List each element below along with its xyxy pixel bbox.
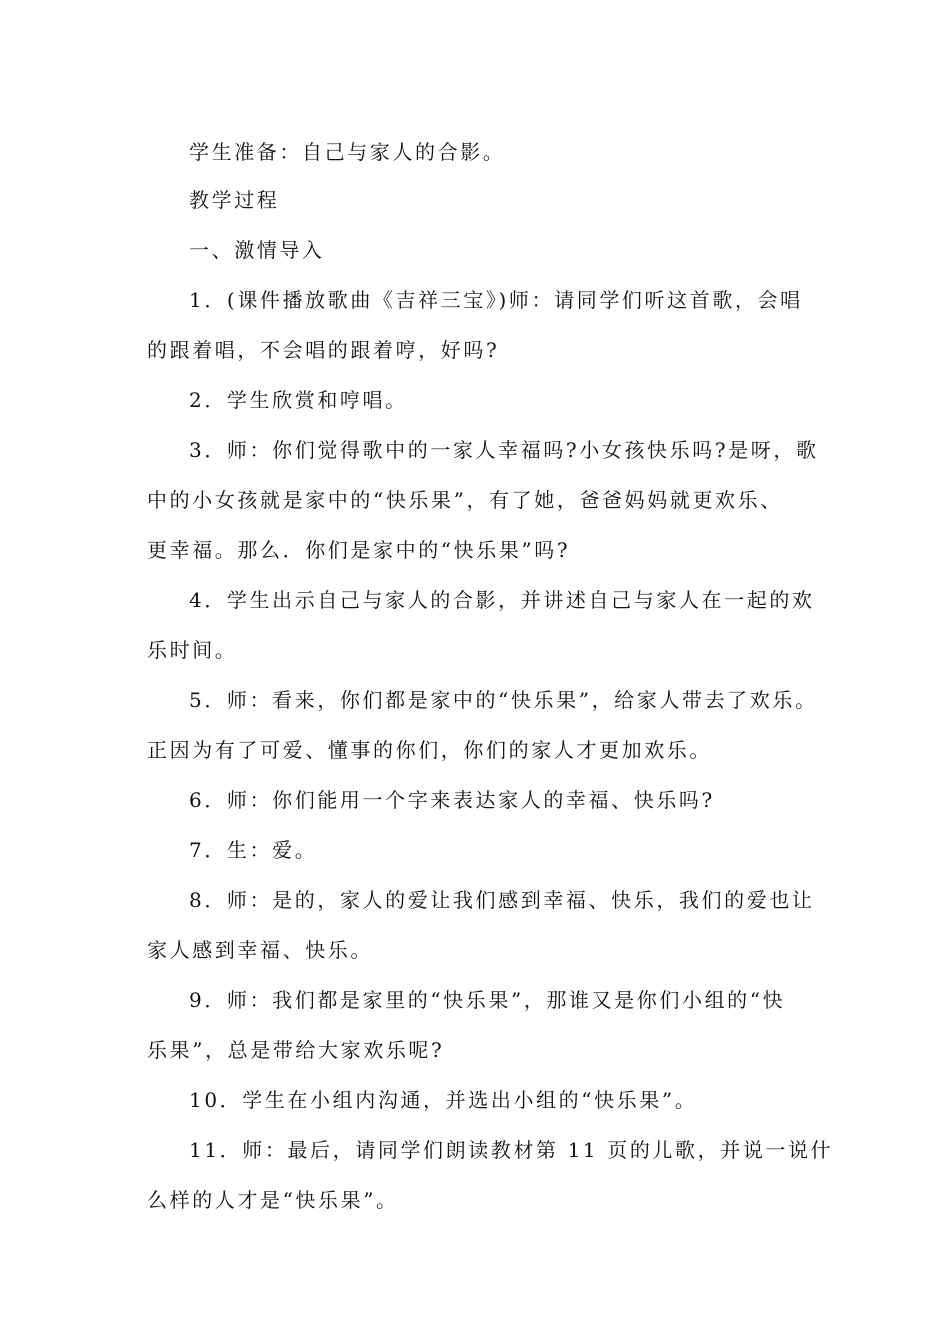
paragraph-line: 6．师：你们能用一个字来表达家人的幸福、快乐吗? xyxy=(189,788,715,812)
paragraph-line: 乐时间。 xyxy=(147,638,238,662)
paragraph-line: 正因为有了可爱、懂事的你们，你们的家人才更加欢乐。 xyxy=(147,738,712,762)
paragraph-line: 1．(课件播放歌曲《吉祥三宝》)师：请同学们听这首歌，会唱 xyxy=(189,288,803,312)
paragraph-line: 9．师：我们都是家里的“快乐果”，那谁又是你们小组的“快 xyxy=(189,988,786,1012)
paragraph-line: 10．学生在小组内沟通，并选出小组的“快乐果”。 xyxy=(189,1088,698,1112)
student-prep-line: 学生准备：自己与家人的合影。 xyxy=(189,140,506,164)
paragraph-line: 家人感到幸福、快乐。 xyxy=(147,938,373,962)
paragraph-line: 8．师：是的，家人的爱让我们感到幸福、快乐，我们的爱也让 xyxy=(189,888,815,912)
paragraph-line: 中的小女孩就是家中的“快乐果”，有了她，爸爸妈妈就更欢乐、 xyxy=(147,488,783,512)
paragraph-line: 2．学生欣赏和哼唱。 xyxy=(189,388,408,412)
section-heading: 教学过程 xyxy=(189,188,280,212)
paragraph-line: 5．师：看来，你们都是家中的“快乐果”，给家人带去了欢乐。 xyxy=(189,688,818,712)
paragraph-line: 11．师：最后，请同学们朗读教材第 11 页的儿歌，并说一说什 xyxy=(189,1138,834,1162)
paragraph-line: 4．学生出示自己与家人的合影，并讲述自己与家人在一起的欢 xyxy=(189,588,815,612)
paragraph-line: 7．生：爱。 xyxy=(189,838,318,862)
paragraph-line: 乐果”，总是带给大家欢乐呢? xyxy=(147,1038,445,1062)
paragraph-line: 更幸福。那么．你们是家中的“快乐果”吗? xyxy=(147,538,571,562)
paragraph-line: 么样的人才是“快乐果”。 xyxy=(147,1188,399,1212)
paragraph-line: 的跟着唱，不会唱的跟着哼，好吗? xyxy=(147,338,500,362)
subsection-heading: 一、激情导入 xyxy=(189,238,325,262)
paragraph-line: 3．师：你们觉得歌中的一家人幸福吗?小女孩快乐吗?是呀，歌 xyxy=(189,438,819,462)
